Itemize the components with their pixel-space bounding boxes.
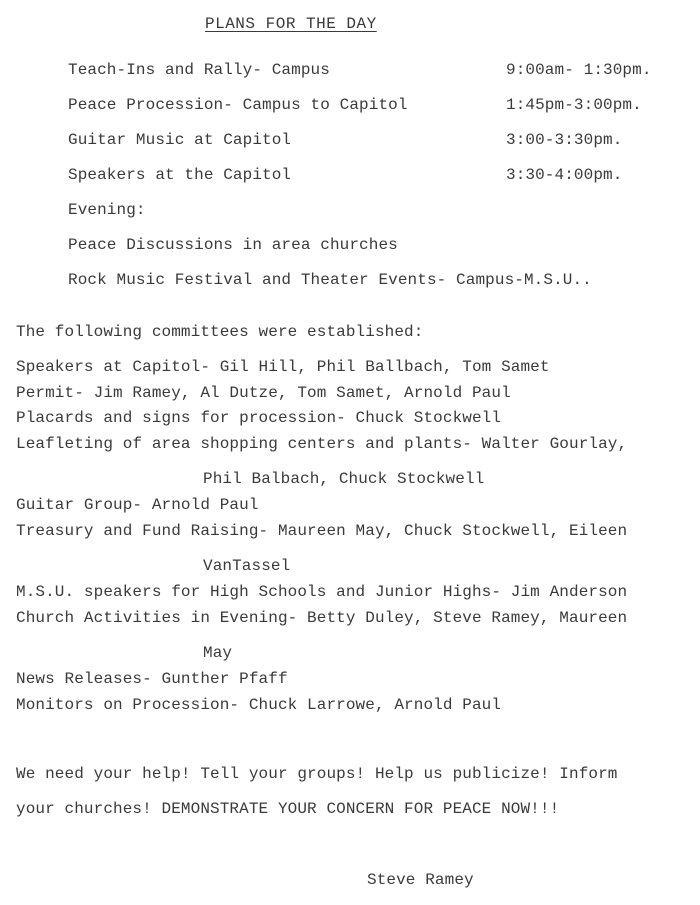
committee-line: Speakers at Capitol- Gil Hill, Phil Ballbach, Tom Samet <box>16 358 550 376</box>
schedule-time: 1:45pm-3:00pm. <box>506 96 642 114</box>
schedule-activity: Guitar Music at Capitol <box>68 131 292 149</box>
evening-label: Evening: <box>68 201 146 219</box>
schedule-time: 9:00am- 1:30pm. <box>506 61 652 79</box>
committee-line: Leafleting of area shopping centers and plants- Walter Gourlay, <box>16 435 628 453</box>
committee-line: News Releases- Gunther Pfaff <box>16 670 288 688</box>
evening-item: Rock Music Festival and Theater Events- Campus-M.S.U.. <box>68 271 592 289</box>
schedule-activity: Speakers at the Capitol <box>68 166 292 184</box>
committee-line: Permit- Jim Ramey, Al Dutze, Tom Samet, Arnold Paul <box>16 384 511 402</box>
evening-item: Peace Discussions in area churches <box>68 236 398 254</box>
page-title: PLANS FOR THE DAY <box>205 15 377 33</box>
committee-line: Placards and signs for procession- Chuck Stockwell <box>16 409 502 427</box>
schedule-activity: Peace Procession- Campus to Capitol <box>68 96 408 114</box>
committee-line: Guitar Group- Arnold Paul <box>16 496 259 514</box>
committee-line: Treasury and Fund Raising- Maureen May, Chuck Stockwell, Eileen <box>16 522 628 540</box>
appeal-line: We need your help! Tell your groups! Help us publicize! Inform <box>16 765 618 783</box>
committee-line: M.S.U. speakers for High Schools and Junior Highs- Jim Anderson <box>16 583 628 601</box>
committee-line: Church Activities in Evening- Betty Duley, Steve Ramey, Maureen <box>16 609 628 627</box>
schedule-time: 3:00-3:30pm. <box>506 131 623 149</box>
signature: Steve Ramey <box>367 871 474 889</box>
committee-line: Monitors on Procession- Chuck Larrowe, Arnold Paul <box>16 696 502 714</box>
schedule-time: 3:30-4:00pm. <box>506 166 623 184</box>
committee-continuation: VanTassel <box>203 557 291 575</box>
committee-continuation: May <box>203 644 233 662</box>
schedule-activity: Teach-Ins and Rally- Campus <box>68 61 330 79</box>
appeal-line: your churches! DEMONSTRATE YOUR CONCERN FOR PEACE NOW!!! <box>16 800 560 818</box>
committee-continuation: Phil Balbach, Chuck Stockwell <box>203 470 485 488</box>
committees-intro: The following committees were established: <box>16 323 424 341</box>
